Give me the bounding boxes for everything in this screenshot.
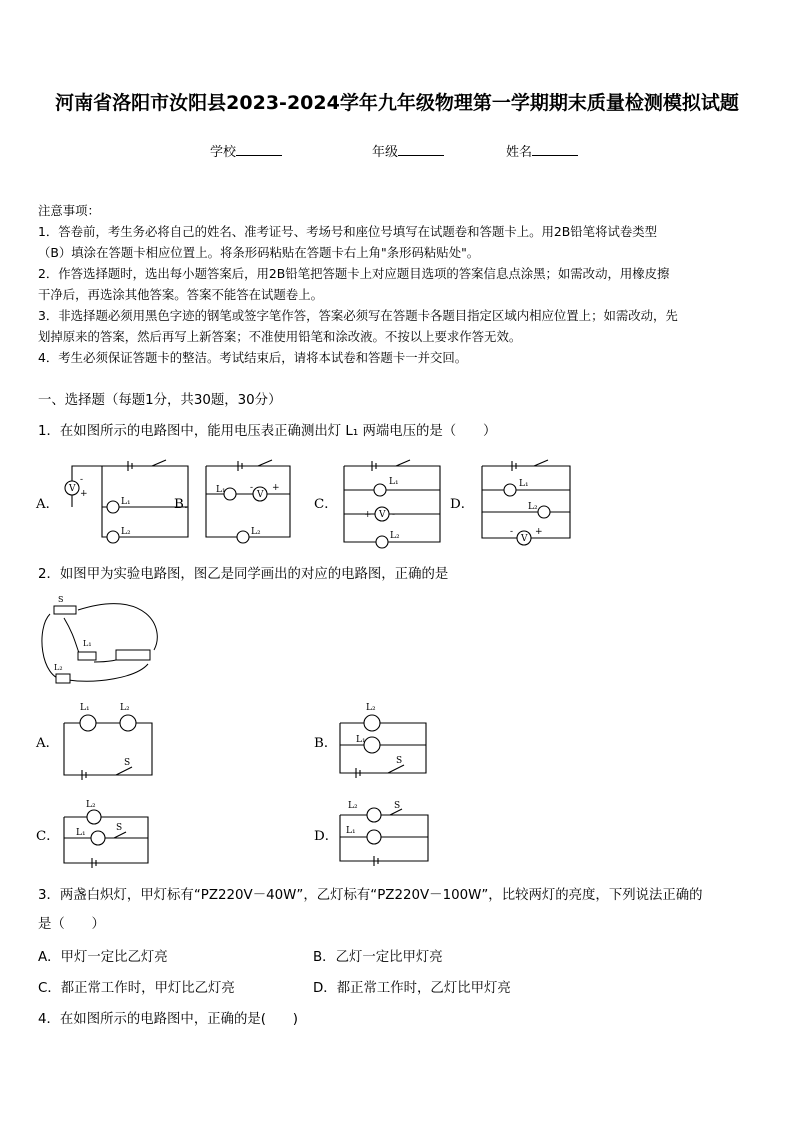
- q2-circuit-diagrams-right: [310, 695, 730, 880]
- svg-text:L₂: L₂: [528, 502, 538, 512]
- svg-text:+: +: [272, 483, 280, 493]
- svg-text:B．: B．: [174, 497, 198, 512]
- svg-text:L₂: L₂: [251, 527, 261, 537]
- name-field: 姓名: [506, 141, 578, 160]
- svg-text:S: S: [116, 823, 123, 833]
- svg-text:L₂: L₂: [348, 801, 358, 811]
- svg-text:L₂: L₂: [121, 527, 131, 537]
- section-heading: 一、选择题（每题1分，共30题，30分）: [38, 393, 282, 408]
- svg-text:L₁: L₁: [121, 497, 131, 507]
- notice-line: 干净后，再选涂其他答案。答案不能答在试题卷上。: [38, 287, 323, 302]
- svg-text:L₂: L₂: [54, 663, 63, 672]
- svg-text:A．: A．: [36, 497, 60, 512]
- svg-text:L₁: L₁: [519, 479, 529, 489]
- svg-text:S: S: [58, 595, 64, 604]
- svg-text:L₁: L₁: [356, 735, 366, 745]
- svg-text:-: -: [392, 510, 396, 520]
- svg-text:+: +: [535, 527, 543, 537]
- svg-text:D．: D．: [450, 497, 475, 512]
- svg-text:S: S: [394, 801, 401, 811]
- svg-text:L₁: L₁: [80, 703, 90, 713]
- svg-text:-: -: [80, 475, 84, 485]
- q3-option-d: D．都正常工作时，乙灯比甲灯亮: [313, 981, 511, 996]
- svg-text:L₁: L₁: [76, 828, 86, 838]
- q2-physical-circuit: [36, 588, 166, 693]
- question-3: 3．两盏白炽灯，甲灯标有“PZ220V－40W”，乙灯标有“PZ220V－100W”，比较两灯的亮度，下列说法正确的: [38, 888, 703, 903]
- svg-text:+: +: [364, 510, 372, 520]
- grade-field: 年级: [372, 141, 444, 160]
- q3-option-a: A．甲灯一定比乙灯亮: [38, 950, 168, 965]
- svg-text:L₂: L₂: [390, 531, 400, 541]
- school-field: 学校: [210, 141, 282, 160]
- q1-circuit-diagrams: [30, 452, 770, 562]
- q3-option-c: C．都正常工作时，甲灯比乙灯亮: [38, 981, 235, 996]
- svg-text:+: +: [80, 489, 88, 499]
- svg-text:B．: B．: [314, 736, 338, 751]
- notice-heading: 注意事项：: [38, 203, 100, 218]
- svg-text:V: V: [379, 510, 386, 520]
- page-title: 河南省洛阳市汝阳县2023-2024学年九年级物理第一学期期末质量检测模拟试题: [55, 92, 739, 114]
- svg-text:L₁: L₁: [389, 477, 399, 487]
- voltmeter-label: V: [69, 484, 76, 494]
- svg-text:L₂: L₂: [86, 800, 96, 810]
- question-2: 2．如图甲为实验电路图，图乙是同学画出的对应的电路图，正确的是: [38, 567, 449, 582]
- svg-text:L₁: L₁: [83, 639, 92, 648]
- svg-text:C．: C．: [314, 497, 338, 512]
- svg-text:L₂: L₂: [366, 703, 376, 713]
- svg-text:C．: C．: [36, 829, 60, 844]
- question-3-cont: 是（ ）: [38, 917, 105, 932]
- svg-text:L₁: L₁: [216, 485, 226, 495]
- svg-text:L₁: L₁: [346, 826, 356, 836]
- question-4: 4．在如图所示的电路图中，正确的是( ): [38, 1012, 298, 1027]
- svg-text:D．: D．: [314, 829, 339, 844]
- q3-option-b: B．乙灯一定比甲灯亮: [313, 950, 443, 965]
- notice-line: （B）填涂在答题卡相应位置上。将条形码粘贴在答题卡右上角"条形码粘贴处"。: [38, 245, 480, 260]
- svg-text:A．: A．: [36, 736, 60, 751]
- question-1: 1．在如图所示的电路图中，能用电压表正确测出灯 L₁ 两端电压的是（ ）: [38, 424, 497, 439]
- svg-text:S: S: [124, 758, 131, 768]
- notice-block: [38, 200, 763, 368]
- svg-text:-: -: [250, 483, 254, 493]
- notice-line: 4．考生必须保证答题卡的整洁。考试结束后，请将本试卷和答题卡一并交回。: [38, 350, 468, 365]
- svg-text:V: V: [257, 490, 264, 500]
- svg-text:V: V: [521, 534, 528, 544]
- svg-text:L₂: L₂: [120, 703, 130, 713]
- notice-line: 2．作答选择题时，选出每小题答案后，用2B铅笔把答题卡上对应题目选项的答案信息点涂黑；如需改动，用橡皮擦: [38, 266, 670, 281]
- notice-line: 1．答卷前，考生务必将自己的姓名、准考证号、考场号和座位号填写在试题卷和答题卡上。用2B铅笔将试卷类型: [38, 224, 658, 239]
- notice-line: 划掉原来的答案，然后再写上新答案；不准使用铅笔和涂改液。不按以上要求作答无效。: [38, 329, 522, 344]
- svg-text:S: S: [396, 756, 403, 766]
- notice-line: 3．非选择题必须用黑色字迹的钢笔或签字笔作答，答案必须写在答题卡各题目指定区域内相应位置上；如需改动，先: [38, 308, 678, 323]
- svg-text:-: -: [510, 527, 514, 537]
